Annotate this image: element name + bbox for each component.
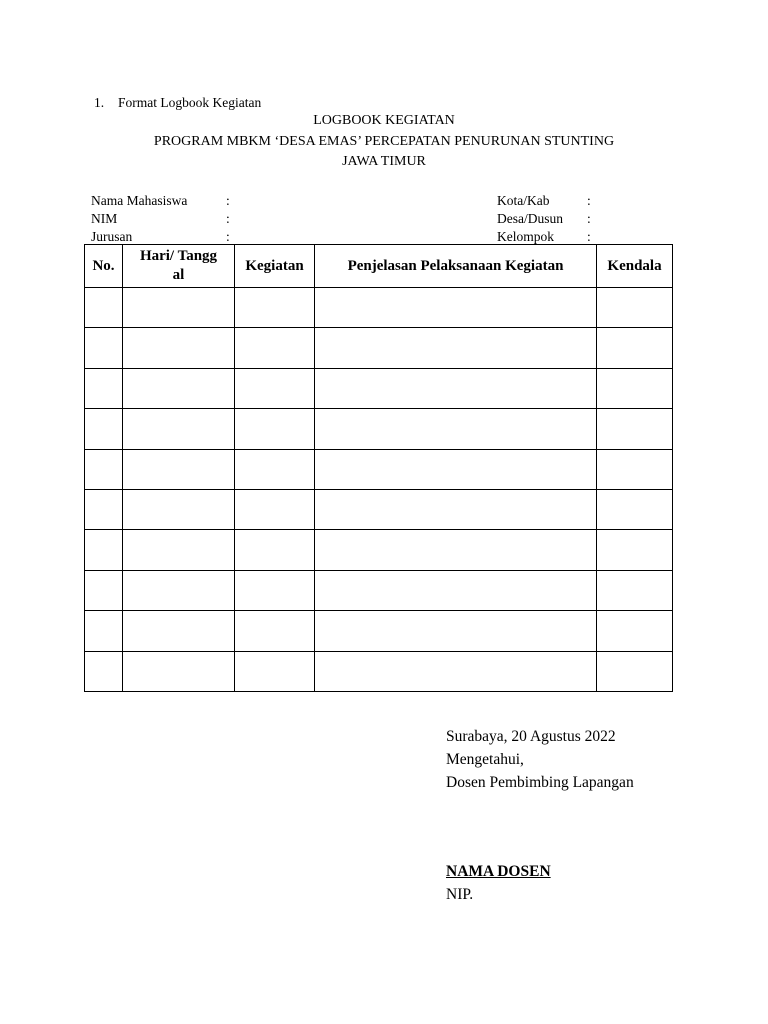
field-label: Kota/Kab [497,193,550,208]
signature-place-date: Surabaya, 20 Agustus 2022 [446,728,616,745]
field-separator: : [587,211,591,226]
cell-kegiatan[interactable] [235,288,315,328]
cell-hari-tanggal[interactable] [123,530,235,570]
field-kelompok [497,229,591,245]
header-kegiatan: Kegiatan [235,245,315,288]
cell-kendala[interactable] [597,449,673,489]
lecturer-name: NAMA DOSEN [446,863,551,880]
cell-kendala[interactable] [597,288,673,328]
cell-penjelasan[interactable] [315,651,597,691]
field-separator: : [587,193,591,208]
cell-no[interactable] [85,328,123,368]
signature-name [446,860,551,883]
cell-no[interactable] [85,288,123,328]
cell-kegiatan[interactable] [235,611,315,651]
field-separator: : [226,211,230,226]
table-row [85,368,673,408]
cell-no[interactable] [85,409,123,449]
cell-hari-tanggal[interactable] [123,328,235,368]
logbook-table [84,244,673,692]
field-label: Jurusan [91,229,133,244]
cell-no[interactable] [85,368,123,408]
cell-penjelasan[interactable] [315,449,597,489]
cell-hari-tanggal[interactable] [123,368,235,408]
logbook-format-item [94,95,261,111]
signature-acknowledge: Mengetahui, [446,751,524,768]
cell-no[interactable] [85,489,123,529]
cell-hari-tanggal[interactable] [123,489,235,529]
signature-nip: NIP. [446,886,474,903]
table-row [85,530,673,570]
field-label: Desa/Dusun [497,211,563,226]
cell-penjelasan[interactable] [315,611,597,651]
cell-kegiatan[interactable] [235,570,315,610]
cell-kegiatan[interactable] [235,651,315,691]
table-row [85,570,673,610]
table-row [85,611,673,651]
logbook-table-body [85,288,673,692]
cell-no[interactable] [85,449,123,489]
cell-kendala[interactable] [597,651,673,691]
cell-penjelasan[interactable] [315,530,597,570]
cell-hari-tanggal[interactable] [123,288,235,328]
table-row [85,328,673,368]
cell-kendala[interactable] [597,368,673,408]
field-label: Nama Mahasiswa [91,193,188,208]
cell-hari-tanggal[interactable] [123,611,235,651]
field-separator: : [587,229,591,244]
header-penjelasan: Penjelasan Pelaksanaan Kegiatan [315,245,597,288]
header-kendala: Kendala [597,245,673,288]
cell-no[interactable] [85,651,123,691]
cell-penjelasan[interactable] [315,368,597,408]
cell-kendala[interactable] [597,611,673,651]
cell-penjelasan[interactable] [315,409,597,449]
cell-kendala[interactable] [597,489,673,529]
cell-kendala[interactable] [597,530,673,570]
table-row [85,489,673,529]
cell-penjelasan[interactable] [315,489,597,529]
cell-kendala[interactable] [597,328,673,368]
field-jurusan [91,229,230,245]
header-no: No. [85,245,123,288]
cell-penjelasan[interactable] [315,328,597,368]
field-label: Kelompok [497,229,554,244]
table-row [85,449,673,489]
cell-kegiatan[interactable] [235,489,315,529]
field-separator: : [226,193,230,208]
logbook-title: LOGBOOK KEGIATAN [313,113,455,128]
cell-hari-tanggal[interactable] [123,449,235,489]
header-hari-tanggal: Hari/ Tanggal [123,245,235,288]
cell-kegiatan[interactable] [235,530,315,570]
table-row [85,288,673,328]
item-number: 1. [94,95,105,110]
field-label: NIM [91,211,118,226]
cell-hari-tanggal[interactable] [123,409,235,449]
field-nim [91,211,230,227]
cell-kegiatan[interactable] [235,368,315,408]
table-row [85,651,673,691]
item-text: Format Logbook Kegiatan [118,95,262,110]
cell-penjelasan[interactable] [315,288,597,328]
table-row [85,409,673,449]
field-nama-mahasiswa [91,193,230,209]
cell-kegiatan[interactable] [235,328,315,368]
cell-hari-tanggal[interactable] [123,651,235,691]
program-title: PROGRAM MBKM ‘DESA EMAS’ PERCEPATAN PENURUNAN STUNTING [153,134,615,149]
cell-kendala[interactable] [597,570,673,610]
signature-role: Dosen Pembimbing Lapangan [446,774,634,791]
cell-penjelasan[interactable] [315,570,597,610]
cell-hari-tanggal[interactable] [123,570,235,610]
cell-no[interactable] [85,611,123,651]
cell-no[interactable] [85,530,123,570]
field-desa-dusun [497,211,591,227]
region-title: JAWA TIMUR [342,154,426,169]
field-kota-kab [497,193,591,209]
cell-kegiatan[interactable] [235,449,315,489]
cell-kegiatan[interactable] [235,409,315,449]
table-header-row [85,245,673,288]
cell-kendala[interactable] [597,409,673,449]
cell-no[interactable] [85,570,123,610]
field-separator: : [226,229,230,244]
